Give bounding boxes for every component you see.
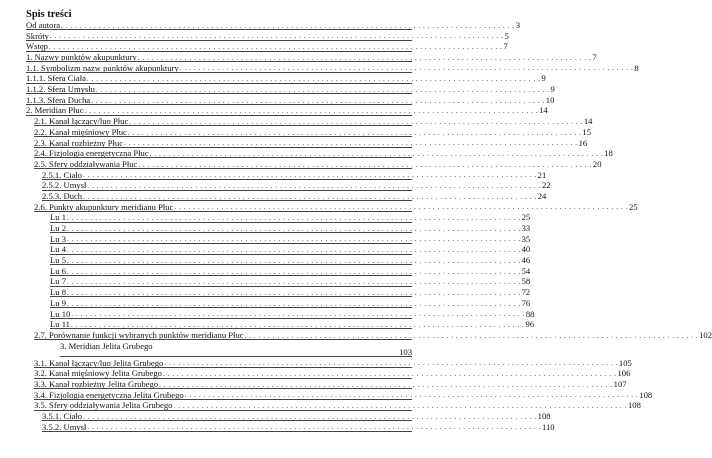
toc-entry-page-number: 5 <box>504 30 509 41</box>
toc-entry[interactable] <box>50 319 535 330</box>
toc-dot-leader: . . . . . . . . . . . . . . . . . . . . . . . . . . . . . . . . . . . . . . . . . . . . . . . . . . . . . . . . . . . . . . . . . . . . . . . . . . . . . . . . . . . . . . . . . . . . . . . . . <box>61 21 515 30</box>
toc-entry[interactable] <box>34 116 593 127</box>
toc-entry[interactable] <box>50 255 531 266</box>
toc-entry[interactable] <box>26 41 508 52</box>
toc-dot-leader: . . . . . . . . . . . . . . . . . . . . . . . . . . . . . . . . . . . . . . . . . . . . . . . . . . . . . . . . . . . . . . . . . . . . . . . . . . . . . . . . . . . . . . . . . . . . . . . . . <box>70 320 525 329</box>
toc-entry-label: Lu 4 <box>50 244 66 255</box>
toc-entry-label: 1.1. Symbolizm nazw punktów akupunktury <box>26 62 179 73</box>
toc-entry[interactable] <box>50 287 531 298</box>
toc-entry-page-number: 15 <box>582 126 592 137</box>
toc-entry-label: 1.1.1. Sfera Ciała <box>26 73 86 84</box>
toc-dot-leader: . . . . . . . . . . . . . . . . . . . . . . . . . . . . . . . . . . . . . . . . . . . . . . . . . . . . . . . . . . . . . . . . . . . . . . . . . . . . . . . . . . . . . . . . . . . . . . . . . <box>164 359 618 368</box>
toc-entry-page-number: 7 <box>503 41 508 52</box>
toc-entry[interactable] <box>42 411 551 422</box>
toc-dot-leader: . . . . . . . . . . . . . . . . . . . . . . . . . . . . . . . . . . . . . . . . . . . . . . . . . . . . . . . . . . . . . . . . . . . . . . . . . . . . . . . . . . . . . . . . . . . . . . . . . <box>67 235 521 244</box>
toc-entry-label: 3.5. Sfery oddziaływania Jelita Grubego <box>34 400 173 411</box>
toc-dot-leader: . . . . . . . . . . . . . . . . . . . . . . . . . . . . . . . . . . . . . . . . . . . . . . . . . . . . . . . . . . . . . . . . . . . . . . . . . . . . . . . . . . . . . . . . . . . . . . . . . <box>137 53 592 62</box>
toc-entry-label: 3.2. Kanał mięśniowy Jelita Grubego <box>34 368 162 379</box>
toc-entry-page-number: 72 <box>521 287 531 298</box>
toc-dot-leader: . . . . . . . . . . . . . . . . . . . . . . . . . . . . . . . . . . . . . . . . . . . . . . . . . . . . . . . . . . . . . . . . . . . . . . . . . . . . . . . . . . . . . . . . . . . . . . . . . <box>179 64 634 73</box>
toc-entry[interactable] <box>50 265 531 277</box>
toc-entry-page-number: 46 <box>521 255 531 266</box>
toc-dot-leader: . . . . . . . . . . . . . . . . . . . . . . . . . . . . . . . . . . . . . . . . . . . . . . . . . . . . . . . . . . . . . . . . . . . . . . . . . . . . . . . . . . . . . . . . . . . . . . . . . <box>67 288 521 297</box>
toc-entry-label: Od autora <box>26 19 61 30</box>
toc-entry-page-number: 76 <box>521 297 531 308</box>
toc-entry-label: Lu 9 <box>50 297 66 308</box>
toc-entry-page-number: 107 <box>613 378 627 389</box>
toc-entry-page-number: 108 <box>537 411 551 422</box>
toc-entry-label: 2.1. Kanał łączący/luo Płuc <box>34 116 129 127</box>
toc-entry-page-number: 35 <box>521 233 531 244</box>
toc-entry[interactable] <box>34 158 602 170</box>
toc-entry-label: 2.7. Porównanie funkcji wybranych punktów meridianu Płuc <box>34 329 244 340</box>
toc-dot-leader: . . . . . . . . . . . . . . . . . . . . . . . . . . . . . . . . . . . . . . . . . . . . . . . . . . . . . . . . . . . . . . . . . . . . . . . . . . . . . . . . . . . . . . . . . . . . . . . . . <box>83 412 537 421</box>
toc-entry-page-number: 16 <box>578 137 588 148</box>
toc-entry[interactable] <box>34 137 588 149</box>
toc-entry-label: Lu 7 <box>50 276 66 287</box>
toc-dot-leader: . . . . . . . . . . . . . . . . . . . . . . . . . . . . . . . . . . . . . . . . . . . . . . . . . . . . . . . . . . . . . . . . . . . . . . . . . . . . . . . . . . . . . . . . . . . . . . . . . <box>127 128 582 137</box>
toc-entry[interactable] <box>34 148 613 159</box>
toc-entry-label: 3.1. Kanał łączący/luo Jelita Grubego <box>34 357 164 368</box>
toc-entry-label: 1.1.2. Sfera Umysłu <box>26 84 95 95</box>
toc-dot-leader: . . . . . . . . . . . . . . . . . . . . . . . . . . . . . . . . . . . . . . . . . . . . . . . . . . . . . . . . . . . . . . . . . . . . . . . . . . . . . . . . . . . . . . . . . . . . . . . . . <box>67 214 521 223</box>
toc-entry-page-number: 105 <box>618 357 632 368</box>
toc-dot-leader: . . . . . . . . . . . . . . . . . . . . . . . . . . . . . . . . . . . . . . . . . . . . . . . . . . . . . . . . . . . . . . . . . . . . . . . . . . . . . . . . . . . . . . . . . . . . . . . . . <box>162 370 617 378</box>
toc-entry-label: Lu 8 <box>50 287 66 298</box>
toc-entry-label: 2.6. Punkty akupunktury meridianu Płuc <box>34 201 174 212</box>
toc-entry-label: 3.4. Fizjologia energetyczna Jelita Grubego <box>34 389 184 400</box>
toc-entry[interactable] <box>42 190 547 202</box>
toc-entry-label: Lu 2 <box>50 223 66 234</box>
toc-entry-page-number: 25 <box>628 201 638 212</box>
toc-entry[interactable] <box>34 329 712 341</box>
toc-dot-leader: . . . . . . . . . . . . . . . . . . . . . . . . . . . . . . . . . . . . . . . . . . . . . . . . . . . . . . . . . . . . . . . . . . . . . . . . . . . . . . . . . . . . . . . . . . . . . . . . . <box>173 402 627 411</box>
toc-entry-page-number: 106 <box>617 368 631 379</box>
toc-entry-label: 1.1.3. Sfera Ducha <box>26 94 91 105</box>
toc-entry-page-number: 20 <box>592 158 602 169</box>
toc-entry-page-number: 25 <box>521 212 531 223</box>
toc-dot-leader: . . . . . . . . . . . . . . . . . . . . . . . . . . . . . . . . . . . . . . . . . . . . . . . . . . . . . . . . . . . . . . . . . . . . . . . . . . . . . . . . . . . . . . . . . . . . . . . . . <box>129 117 583 126</box>
toc-entry[interactable] <box>42 421 555 433</box>
toc-entry[interactable] <box>26 105 548 117</box>
toc-dot-leader: . . . . . . . . . . . . . . . . . . . . . . . . . . . . . . . . . . . . . . . . . . . . . . . . . . . . . . . . . . . . . . . . . . . . . . . . . . . . . . . . . . . . . . . . . . . . . . . . . <box>48 43 503 52</box>
toc-entry[interactable] <box>26 19 520 31</box>
toc-dot-leader: . . . . . . . . . . . . . . . . . . . . . . . . . . . . . . . . . . . . . . . . . . . . . . . . . . . . . . . . . . . . . . . . . . . . . . . . . . . . . . . . . . . . . . . . . . . . . . . . . <box>83 192 537 201</box>
toc-dot-leader: . . . . . . . . . . . . . . . . . . . . . . . . . . . . . . . . . . . . . . . . . . . . . . . . . . . . . . . . . . . . . . . . . . . . . . . . . . . . . . . . . . . . . . . . . . . . . . . . . <box>67 224 521 233</box>
toc-entry-page-number: 110 <box>541 421 555 432</box>
toc-dot-leader: . . . . . . . . . . . . . . . . . . . . . . . . . . . . . . . . . . . . . . . . . . . . . . . . . . . . . . . . . . . . . . . . . . . . . . . . . . . . . . . . . . . . . . . . . . . . . . . . . <box>91 96 545 105</box>
toc-entry-label: Lu 5 <box>50 255 66 266</box>
toc-entry[interactable] <box>34 389 653 401</box>
toc-dot-leader: . . . . . . . . . . . . . . . . . . . . . . . . . . . . . . . . . . . . . . . . . . . . . . . . . . . . . . . . . . . . . . . . . . . . . . . . . . . . . . . . . . . . . . . . . . . . . . . . . <box>87 423 541 432</box>
toc-dot-leader: . . . . . . . . . . . . . . . . . . . . . . . . . . . . . . . . . . . . . . . . . . . . . . . . . . . . . . . . . . . . . . . . . . . . . . . . . . . . . . . . . . . . . . . . . . . . . . . . . <box>86 75 541 84</box>
toc-entry[interactable] <box>26 94 555 106</box>
toc-entry-label: 2.5.2. Umysł <box>42 180 87 191</box>
toc-entry-label: 2.2. Kanał mięśniowy Płuc <box>34 126 127 137</box>
toc-entry[interactable] <box>34 126 592 138</box>
toc-entry[interactable] <box>50 276 531 288</box>
toc-entry-label: Lu 11 <box>50 319 70 330</box>
toc-entry-page-number: 33 <box>521 223 531 234</box>
toc-entry-label: 2.5.1. Ciało <box>42 169 83 180</box>
toc-entry-page-number: 18 <box>604 148 613 159</box>
toc-entry[interactable] <box>26 30 509 42</box>
toc-entry[interactable] <box>50 308 535 320</box>
toc-dot-leader: . . . . . . . . . . . . . . . . . . . . . . . . . . . . . . . . . . . . . . . . . . . . . . . . . . . . . . . . . . . . . . . . . . . . . . . . . . . . . . . . . . . . . . . . . . . . . . . . . <box>67 246 521 255</box>
toc-entry[interactable] <box>50 233 531 245</box>
toc-entry[interactable] <box>50 244 531 255</box>
toc-entry-page-number: 22 <box>541 180 551 191</box>
toc-entry[interactable] <box>42 169 547 181</box>
toc-entry-label: 2.5. Sfery oddziaływania Płuc <box>34 158 138 169</box>
toc-dot-leader: . . . . . . . . . . . . . . . . . . . . . . . . . . . . . . . . . . . . . . . . . . . . . . . . . . . . . . . . . . . . . . . . . . . . . . . . . . . . . . . . . . . . . . . . . . . . . . . . . <box>95 85 550 94</box>
toc-dot-leader: . . . . . . . . . . . . . . . . . . . . . . . . . . . . . . . . . . . . . . . . . . . . . . . . . . . . . . . . . . . . . . . . . . . . . . . . . . . . . . . . . . . . . . . . . . . . . . . . . <box>244 331 699 340</box>
toc-entry-page-number: 96 <box>525 319 535 330</box>
toc-entry[interactable] <box>34 357 632 369</box>
toc-entry-label: Lu 1 <box>50 212 66 223</box>
toc-entry-label: 3.5.1. Ciało <box>42 411 83 422</box>
toc-entry-label: 3.3. Kanał rozbieżny Jelita Grubego <box>34 378 159 389</box>
toc-entry-label: 3. Meridian Jelita Grubego <box>60 340 153 351</box>
toc-entry-label: 2.3. Kanał rozbieżny Płuc <box>34 137 124 148</box>
toc-entry-page-number: 103 <box>399 346 412 357</box>
toc-entry-label: Skróty <box>26 30 49 41</box>
toc-title: Spis treści <box>26 9 72 20</box>
toc-entry[interactable] <box>26 73 546 84</box>
toc-entry-page-number: 14 <box>539 105 548 116</box>
toc-entry[interactable] <box>34 368 631 379</box>
toc-entry-page-number: 58 <box>521 276 531 287</box>
toc-entry-label: Lu 3 <box>50 233 66 244</box>
toc-entry-page-number: 54 <box>521 265 531 276</box>
toc-entry-label: Lu 10 <box>50 308 71 319</box>
toc-dot-leader: . . . . . . . . . . . . . . . . . . . . . . . . . . . . . . . . . . . . . . . . . . . . . . . . . . . . . . . . . . . . . . . . . . . . . . . . . . . . . . . . . . . . . . . . . . . . . . . . . <box>159 380 613 389</box>
toc-entry-page-number: 14 <box>583 116 593 127</box>
toc-dot-leader: . . . . . . . . . . . . . . . . . . . . . . . . . . . . . . . . . . . . . . . . . . . . . . . . . . . . . . . . . . . . . . . . . . . . . . . . . . . . . . . . . . . . . . . . . . . . . . . . . <box>71 310 525 319</box>
toc-entry-page-number: 24 <box>537 190 547 201</box>
toc-dot-leader: . . . . . . . . . . . . . . . . . . . . . . . . . . . . . . . . . . . . . . . . . . . . . . . . . . . . . . . . . . . . . . . . . . . . . . . . . . . . . . . . . . . . . . . . . . . . . . . . . <box>84 107 539 116</box>
toc-dot-leader: . . . . . . . . . . . . . . . . . . . . . . . . . . . . . . . . . . . . . . . . . . . . . . . . . . . . . . . . . . . . . . . . . . . . . . . . . . . . . . . . . . . . . . . . . . . . . . . . . <box>67 278 521 287</box>
toc-entry-page-number: 102 <box>699 329 712 340</box>
toc-entry-label: 1. Nazwy punktów akupunktury <box>26 52 137 63</box>
toc-entry-label: Wstęp <box>26 41 48 52</box>
toc-entry-page-number: 108 <box>627 400 641 411</box>
toc-entry[interactable] <box>26 62 639 74</box>
toc-dot-leader: . . . . . . . . . . . . . . . . . . . . . . . . . . . . . . . . . . . . . . . . . . . . . . . . . . . . . . . . . . . . . . . . . . . . . . . . . . . . . . . . . . . . . . . . . . . . . . . . . <box>83 171 537 180</box>
toc-entry-label: 2.4. Fizjologia energetyczna Płuc <box>34 148 149 159</box>
toc-entry-page-number: 3 <box>515 19 520 30</box>
toc-entry-page-number: 9 <box>541 73 546 84</box>
toc-entry[interactable] <box>50 223 531 234</box>
toc-entry-page-number: 108 <box>639 389 653 400</box>
toc-entry[interactable] <box>26 84 555 95</box>
toc-dot-leader: . . . . . . . . . . . . . . . . . . . . . . . . . . . . . . . . . . . . . . . . . . . . . . . . . . . . . . . . . . . . . . . . . . . . . . . . . . . . . . . . . . . . . . . . . . . . . . . . . <box>184 391 639 400</box>
toc-entry-page-number: 8 <box>634 62 639 73</box>
toc-dot-leader: . . . . . . . . . . . . . . . . . . . . . . . . . . . . . . . . . . . . . . . . . . . . . . . . . . . . . . . . . . . . . . . . . . . . . . . . . . . . . . . . . . . . . . . . . . . . . . . . . <box>174 203 628 212</box>
toc-entry[interactable] <box>50 212 531 223</box>
toc-dot-leader: . . . . . . . . . . . . . . . . . . . . . . . . . . . . . . . . . . . . . . . . . . . . . . . . . . . . . . . . . . . . . . . . . . . . . . . . . . . . . . . . . . . . . . . . . . . . . . . . . <box>67 256 521 265</box>
toc-dot-leader: . . . . . . . . . . . . . . . . . . . . . . . . . . . . . . . . . . . . . . . . . . . . . . . . . . . . . . . . . . . . . . . . . . . . . . . . . . . . . . . . . . . . . . . . . . . . . . . . . <box>138 160 592 169</box>
toc-entry[interactable] <box>50 297 531 309</box>
toc-dot-leader: . . . . . . . . . . . . . . . . . . . . . . . . . . . . . . . . . . . . . . . . . . . . . . . . . . . . . . . . . . . . . . . . . . . . . . . . . . . . . . . . . . . . . . . . . . . . . . . . . <box>67 299 521 308</box>
toc-entry[interactable] <box>34 400 641 411</box>
toc-entry[interactable] <box>60 341 412 358</box>
toc-dot-leader: . . . . . . . . . . . . . . . . . . . . . . . . . . . . . . . . . . . . . . . . . . . . . . . . . . . . . . . . . . . . . . . . . . . . . . . . . . . . . . . . . . . . . . . . . . . . . . . . . <box>67 267 521 276</box>
toc-entry-page-number: 7 <box>592 52 597 63</box>
toc-dot-leader: . . . . . . . . . . . . . . . . . . . . . . . . . . . . . . . . . . . . . . . . . . . . . . . . . . . . . . . . . . . . . . . . . . . . . . . . . . . . . . . . . . . . . . . . . . . . . . . . . <box>149 149 604 158</box>
toc-entry-label: Lu 6 <box>50 265 66 276</box>
toc-dot-leader: . . . . . . . . . . . . . . . . . . . . . . . . . . . . . . . . . . . . . . . . . . . . . . . . . . . . . . . . . . . . . . . . . . . . . . . . . . . . . . . . . . . . . . . . . . . . . . . . . <box>49 32 504 41</box>
toc-entry[interactable] <box>42 180 551 191</box>
toc-entry-page-number: 40 <box>521 244 531 255</box>
toc-entry-label: 2.5.3. Duch <box>42 190 83 201</box>
toc-entry-label: 2. Meridian Płuc <box>26 105 84 116</box>
toc-entry[interactable] <box>34 201 638 213</box>
toc-entry[interactable] <box>26 52 597 63</box>
toc-entry-page-number: 21 <box>537 169 547 180</box>
toc-dot-leader: . . . . . . . . . . . . . . . . . . . . . . . . . . . . . . . . . . . . . . . . . . . . . . . . . . . . . . . . . . . . . . . . . . . . . . . . . . . . . . . . . . . . . . . . . . . . . . . . . <box>124 139 578 148</box>
toc-entry-page-number: 88 <box>525 308 535 319</box>
toc-entry-page-number: 9 <box>550 84 555 95</box>
toc-entry[interactable] <box>34 378 627 390</box>
table-of-contents <box>26 19 712 432</box>
toc-dot-leader: . . . . . . . . . . . . . . . . . . . . . . . . . . . . . . . . . . . . . . . . . . . . . . . . . . . . . . . . . . . . . . . . . . . . . . . . . . . . . . . . . . . . . . . . . . . . . . . . . <box>87 182 541 190</box>
toc-entry-label: 3.5.2. Umysł <box>42 421 87 432</box>
toc-entry-page-number: 10 <box>545 94 555 105</box>
